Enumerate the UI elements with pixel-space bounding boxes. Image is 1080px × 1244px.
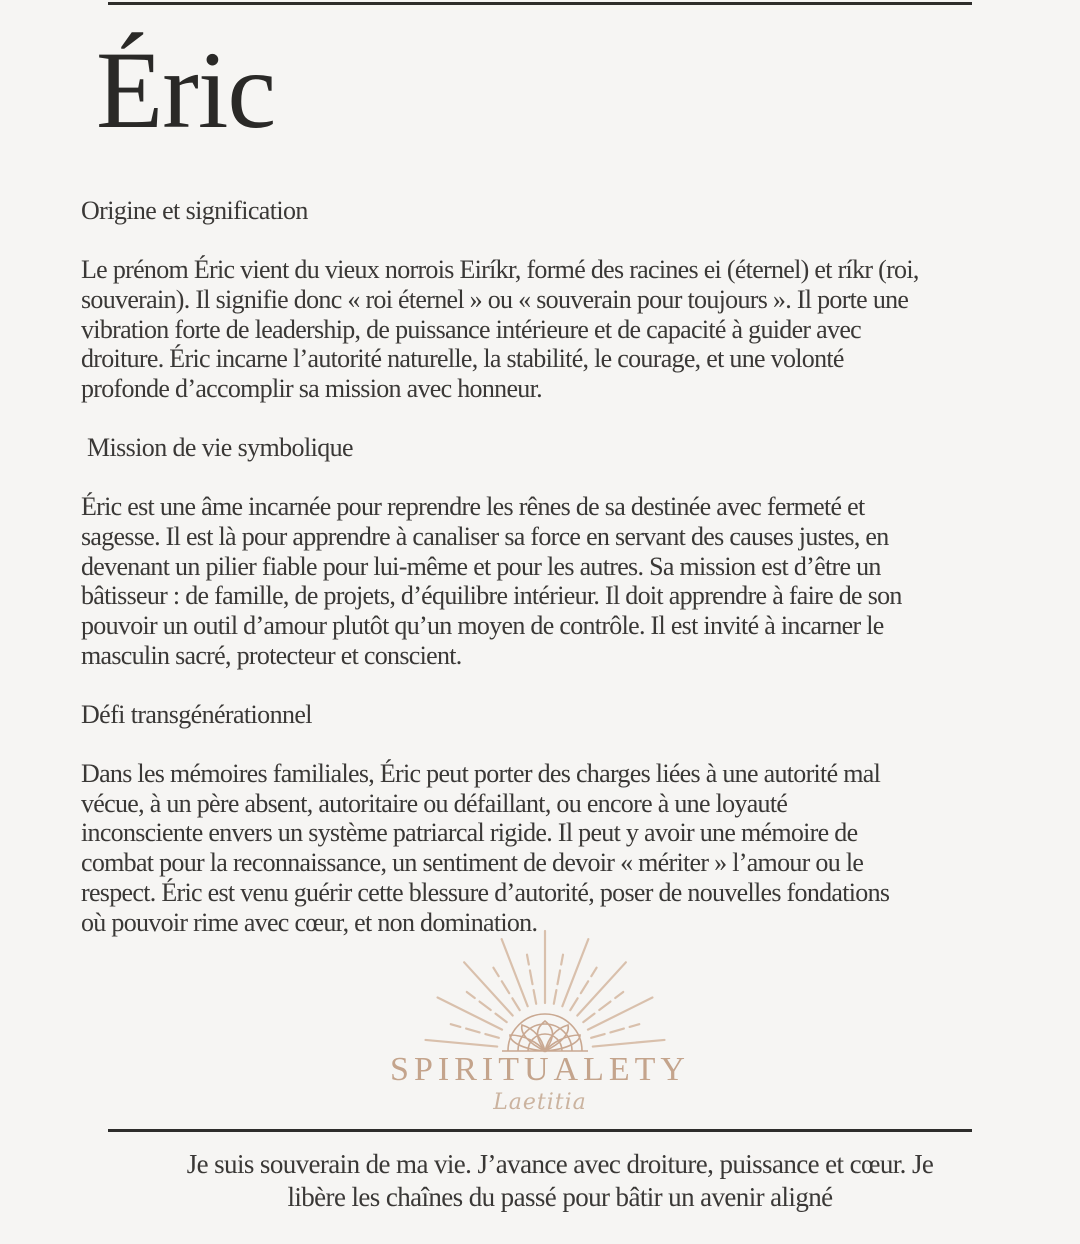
paragraph-line: Le prénom Éric vient du vieux norrois Eiríkr, formé des racines ei (éternel) et ríkr (roi,	[81, 255, 919, 284]
paragraph-line: respect. Éric est venu guérir cette blessure d’autorité, poser de nouvelles fondations	[81, 877, 890, 907]
paragraph-line: profonde d’accomplir sa mission avec honneur.	[81, 374, 542, 404]
sun-rays-mandala-icon	[390, 925, 690, 1055]
bottom-divider	[108, 1129, 972, 1132]
paragraph-line: vibration forte de leadership, de puissance intérieure et de capacité à guider avec	[81, 314, 861, 344]
section-paragraph	[81, 759, 1006, 938]
section-heading: Défi transgénérationnel	[81, 699, 312, 729]
sun-ray	[581, 981, 588, 993]
paragraph-line: Éric est une âme incarnée pour reprendre les rênes de sa destinée avec fermeté et	[81, 491, 865, 521]
paragraph-line: vécue, à un père absent, autoritaire ou défaillant, ou encore à une loyauté	[81, 788, 788, 818]
section-heading: Origine et signification	[81, 196, 308, 225]
affirmation-line: libère les chaînes du passé pour bâtir un avenir aligné	[287, 1182, 833, 1212]
sun-ray	[630, 1024, 640, 1027]
paragraph-line: Dans les mémoires familiales, Éric peut porter des charges liées à une autorité mal	[81, 758, 881, 788]
sun-ray	[534, 990, 537, 1004]
paragraph-line: souverain). Il signifie donc « roi éternel » ou « souverain pour toujours ». Il porte une	[81, 284, 909, 314]
sun-ray	[438, 998, 502, 1030]
top-divider	[108, 2, 972, 5]
paragraph-line: bâtisseur : de famille, de projets, d’équilibre intérieur. Il doit apprendre à faire de son	[81, 581, 902, 611]
sun-ray	[561, 955, 563, 965]
sun-ray	[610, 1029, 623, 1033]
affirmation-line: Je suis souverain de ma vie. J’avance avec droiture, puissance et cœur. Je	[186, 1149, 934, 1179]
sun-ray	[512, 998, 519, 1010]
sun-ray	[591, 1034, 604, 1038]
paragraph-line: devenant un pilier fiable pour lui-même et pour les autres. Sa mission est d’être un	[81, 551, 881, 581]
sun-ray	[466, 1029, 479, 1033]
sun-ray	[615, 992, 623, 998]
paragraph-line: pouvoir un outil d’amour plutôt qu’un moyen de contrôle. Il est invité à incarner le	[81, 611, 884, 641]
section-origin	[81, 195, 1006, 404]
sun-ray	[588, 998, 652, 1030]
affirmation	[120, 1148, 1000, 1214]
sun-ray	[554, 990, 557, 1004]
section-heading: Mission de vie symbolique	[87, 432, 353, 462]
paragraph-line: droiture. Éric incarne l’autorité naturelle, la stabilité, le courage, et une volonté	[81, 344, 844, 374]
sun-ray	[426, 1040, 498, 1047]
sun-ray	[570, 998, 577, 1010]
section-paragraph	[81, 255, 1006, 404]
brand-signature: Laetitia	[493, 1090, 587, 1115]
sun-ray	[485, 1034, 498, 1038]
section-challenge	[81, 699, 1006, 938]
sun-ray	[591, 968, 596, 977]
section-mission	[81, 432, 1006, 671]
sun-ray	[502, 981, 509, 993]
paragraph-line: inconsciente envers un système patriarcal rigide. Il peut y avoir une mémoire de	[81, 818, 858, 848]
sun-ray	[493, 968, 498, 977]
page-title: Éric	[96, 29, 276, 151]
paragraph-line: masculin sacré, protecteur et conscient.	[81, 640, 462, 670]
sun-ray	[467, 992, 475, 998]
sun-ray	[530, 970, 533, 984]
sun-ray	[562, 939, 588, 1006]
sun-ray	[496, 1014, 507, 1022]
sun-ray	[583, 1014, 594, 1022]
paragraph-line: où pouvoir rime avec cœur, et non domination.	[81, 907, 538, 937]
brand-name: SPIRITUALETY	[390, 1051, 690, 1088]
sun-ray	[527, 955, 529, 965]
sun-ray	[593, 1040, 665, 1047]
sun-ray	[599, 1002, 610, 1010]
brand-logo	[390, 925, 690, 1125]
main-content	[81, 195, 1006, 938]
paragraph-line: sagesse. Il est là pour apprendre à canaliser sa force en servant des causes justes, en	[81, 521, 889, 551]
sun-ray	[451, 1024, 461, 1027]
sun-ray	[502, 939, 528, 1006]
paragraph-line: combat pour la reconnaissance, un sentiment de devoir « mériter » l’amour ou le	[81, 848, 864, 878]
sun-ray	[480, 1002, 491, 1010]
sun-ray	[557, 970, 560, 984]
section-paragraph	[81, 492, 1006, 671]
